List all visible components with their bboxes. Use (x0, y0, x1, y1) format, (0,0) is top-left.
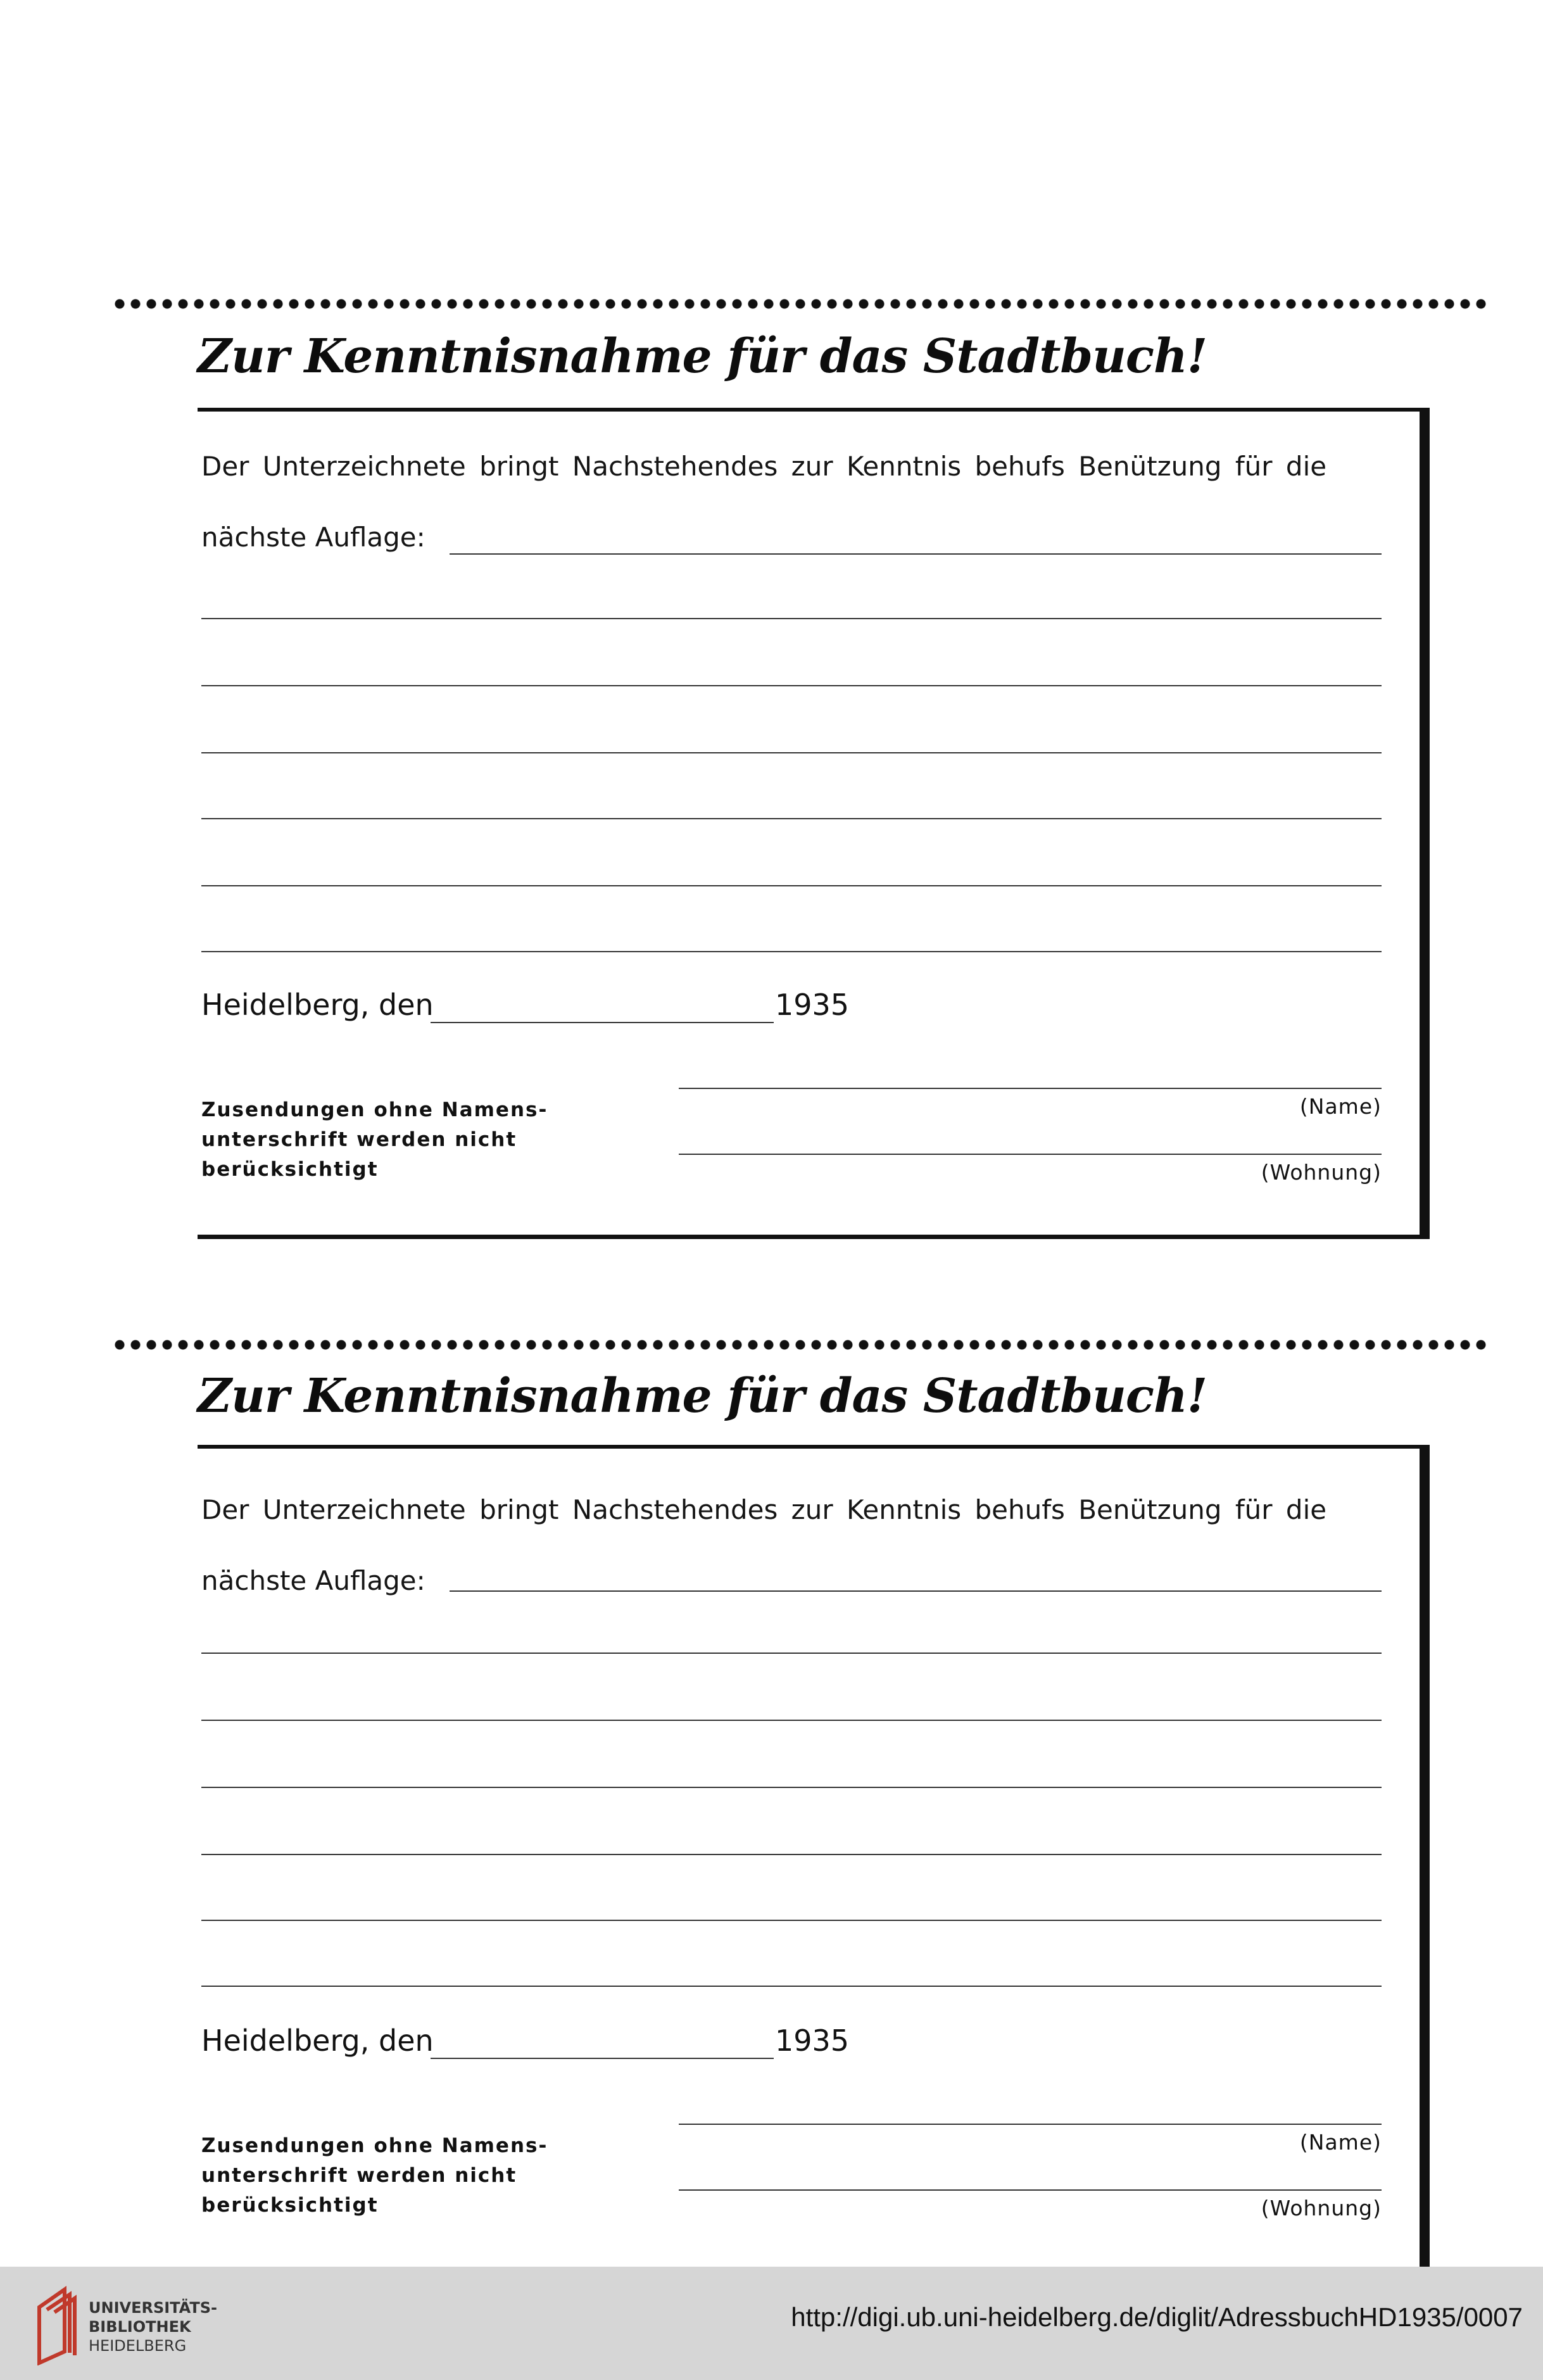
fill-line[interactable] (201, 1854, 1382, 1855)
logo-line: HEIDELBERG (89, 2337, 187, 2355)
signature-name-line[interactable] (679, 1088, 1382, 1089)
fill-line[interactable] (201, 618, 1382, 619)
signature-name-line[interactable] (679, 2124, 1382, 2125)
fill-line[interactable] (201, 1653, 1382, 1654)
name-caption: (Name) (1299, 2130, 1382, 2155)
fill-line[interactable] (201, 951, 1382, 952)
form-card (198, 408, 1430, 1239)
address-caption: (Wohnung) (1261, 1160, 1382, 1185)
library-logo-icon (33, 2282, 90, 2365)
perforation-line-middle (113, 1337, 1487, 1352)
fill-line[interactable] (201, 685, 1382, 686)
fill-line[interactable] (201, 1920, 1382, 1921)
fill-line[interactable] (450, 1590, 1382, 1592)
fill-line[interactable] (450, 553, 1382, 555)
logo-line: BIBLIOTHEK (89, 2318, 191, 2336)
signature-address-line[interactable] (679, 1154, 1382, 1155)
date-fill-line[interactable] (431, 1022, 774, 1023)
address-caption: (Wohnung) (1261, 2196, 1382, 2220)
fill-line[interactable] (201, 1720, 1382, 1721)
place-date-label: Heidelberg, den (201, 988, 434, 1022)
form-card (198, 1445, 1430, 2269)
logo-line: UNIVERSITÄTS- (89, 2299, 218, 2317)
fill-line[interactable] (201, 752, 1382, 753)
library-logo-text (89, 2298, 217, 2355)
fill-line[interactable] (201, 818, 1382, 819)
signature-note: Zusendungen ohne Namens-unterschrift werden nicht berücksichtigt (201, 1099, 548, 1181)
intro-text: Der Unterzeichnete bringt Nachstehendes zur Kenntnis behufs Benützung für die (201, 451, 1327, 482)
footer-bar (0, 2267, 1543, 2380)
year-label: 1935 (775, 2024, 850, 2058)
intro-text-line2: nächste Auflage: (201, 1565, 425, 1596)
perforation-line-top (113, 296, 1487, 312)
fill-line[interactable] (201, 1986, 1382, 1987)
intro-text: Der Unterzeichnete bringt Nachstehendes zur Kenntnis behufs Benützung für die (201, 1494, 1327, 1525)
name-caption: (Name) (1299, 1094, 1382, 1119)
place-date-label: Heidelberg, den (201, 2024, 434, 2058)
form-title: Zur Kenntnisnahme für das Stadtbuch! (198, 1369, 1207, 1423)
signature-note: Zusendungen ohne Namens-unterschrift werden nicht berücksichtigt (201, 2134, 548, 2217)
form-title: Zur Kenntnisnahme für das Stadtbuch! (198, 329, 1207, 384)
fill-line[interactable] (201, 885, 1382, 886)
intro-text-line2: nächste Auflage: (201, 522, 425, 553)
date-fill-line[interactable] (431, 2058, 774, 2059)
fill-line[interactable] (201, 1787, 1382, 1788)
signature-address-line[interactable] (679, 2189, 1382, 2191)
year-label: 1935 (775, 988, 850, 1022)
source-url-link[interactable]: http://digi.ub.uni-heidelberg.de/diglit/AdressbuchHD1935/0007 (791, 2302, 1523, 2332)
